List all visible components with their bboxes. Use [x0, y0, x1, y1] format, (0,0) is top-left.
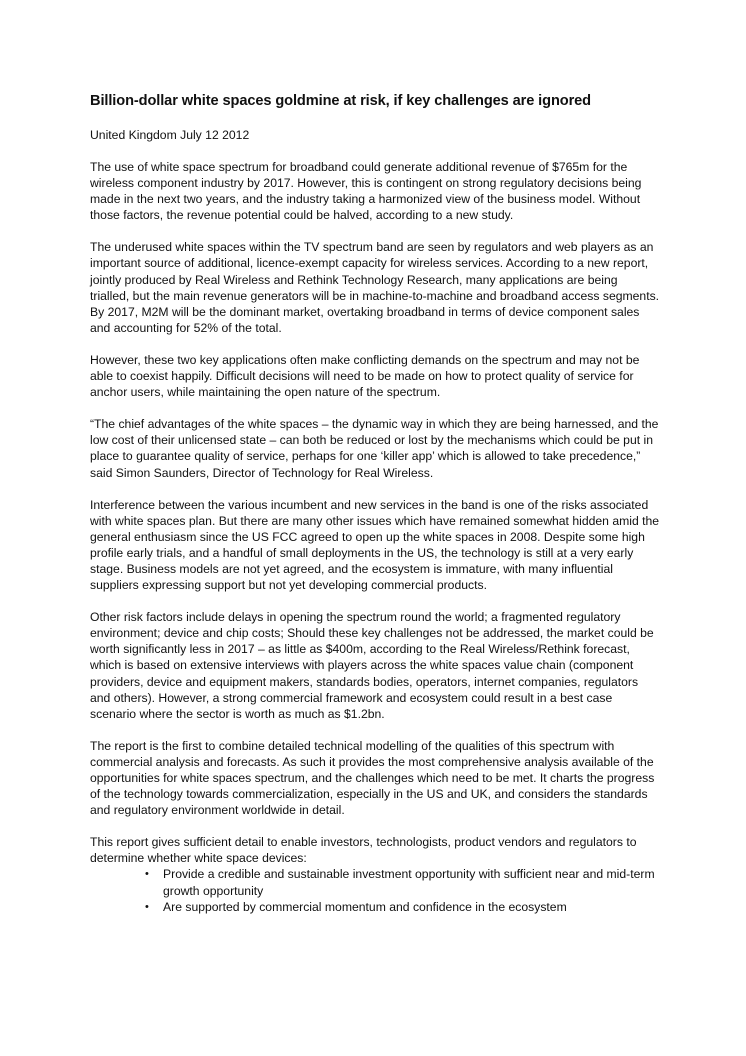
dateline: United Kingdom July 12 2012 — [90, 128, 250, 142]
paragraph-revenue-forecast: The use of white space spectrum for broadband could generate additional revenue of $765m for the wireless component industry by 2017. However, this is contingent on strong regulatory decisions being made in the next two years, and the industry taking a harmonized view of the business model. Without those factors, the revenue potential could be halved, according to a new study. — [90, 160, 642, 223]
bullet-icon: • — [145, 868, 149, 881]
list-item-text: Provide a credible and sustainable investment opportunity with sufficient near and mid-term growth opportunity — [163, 867, 655, 898]
paragraph-interference-risks: Interference between the various incumbent and new services in the band is one of the risks associated with white spaces plan. But there are many other issues which have remained somewhat hidden amid the general enthusiasm since the US FCC agreed to open up the white spaces in 2008. Despite some high profile early trials, and a handful of small deployments in the US, the technology is still at a very early stage. Business models are not yet agreed, and the ecosystem is immature, with many influential suppliers expressing support but not yet developing commercial products. — [90, 497, 660, 593]
document-title: Billion-dollar white spaces goldmine at risk, if key challenges are ignored — [90, 93, 591, 109]
paragraph-conflicting-demands: However, these two key applications often make conflicting demands on the spectrum and may not be able to coexist happily. Difficult decisions will need to be made on how to protect quality of service for anchor users, while maintaining the open nature of the spectrum. — [90, 352, 640, 400]
list-item — [145, 866, 660, 898]
paragraph-underused-white-spaces: The underused white spaces within the TV spectrum band are seen by regulators and web players as an important source of additional, licence-exempt capacity for wireless services. According to a new report, jointly produced by Real Wireless and Rethink Technology Research, many applications are being trialled, but the main revenue generators will be in machine-to-machine and broadband access segments. By 2017, M2M will be the dominant market, overtaking broadband in terms of device component sales and accounting for 52% of the total. — [90, 240, 660, 335]
paragraph-quote-simon-saunders: “The chief advantages of the white spaces – the dynamic way in which they are being harnessed, and the low cost of their unlicensed state – can both be reduced or lost by the mechanisms which could be put in place to guarantee quality of service, perhaps for one ‘killer app’ which is allowed to take precedence,” said Simon Saunders, Director of Technology for Real Wireless. — [90, 417, 659, 480]
list-item — [145, 899, 660, 915]
document-page — [90, 92, 660, 915]
bullet-list — [90, 866, 660, 914]
list-item-text: Are supported by commercial momentum and confidence in the ecosystem — [163, 899, 567, 914]
paragraph-report-overview: The report is the first to combine detailed technical modelling of the qualities of this spectrum with commercial analysis and forecasts. As such it provides the most comprehensive analysis available of the opportunities for white spaces spectrum, and the challenges which need to be met. It charts the progress of the technology towards commercialization, especially in the US and UK, and considers the standards and regulatory environment worldwide in detail. — [90, 738, 655, 818]
paragraph-other-risk-factors: Other risk factors include delays in opening the spectrum round the world; a fragmented regulatory environment; device and chip costs; Should these key challenges not be addressed, the market could be worth significantly less in 2017 – as little as $400m, according to the Real Wireless/Rethink forecast, which is based on extensive interviews with players across the white spaces value chain (component providers, device and equipment makers, standards bodies, operators, internet companies, regulators and others). However, a strong commercial framework and ecosystem could result in a best case scenario where the sector is worth as much as $1.2bn. — [90, 610, 654, 721]
paragraph-report-detail: This report gives sufficient detail to enable investors, technologists, product vendors and regulators to determine whether white space devices: — [90, 835, 637, 866]
bullet-icon: • — [145, 900, 149, 913]
